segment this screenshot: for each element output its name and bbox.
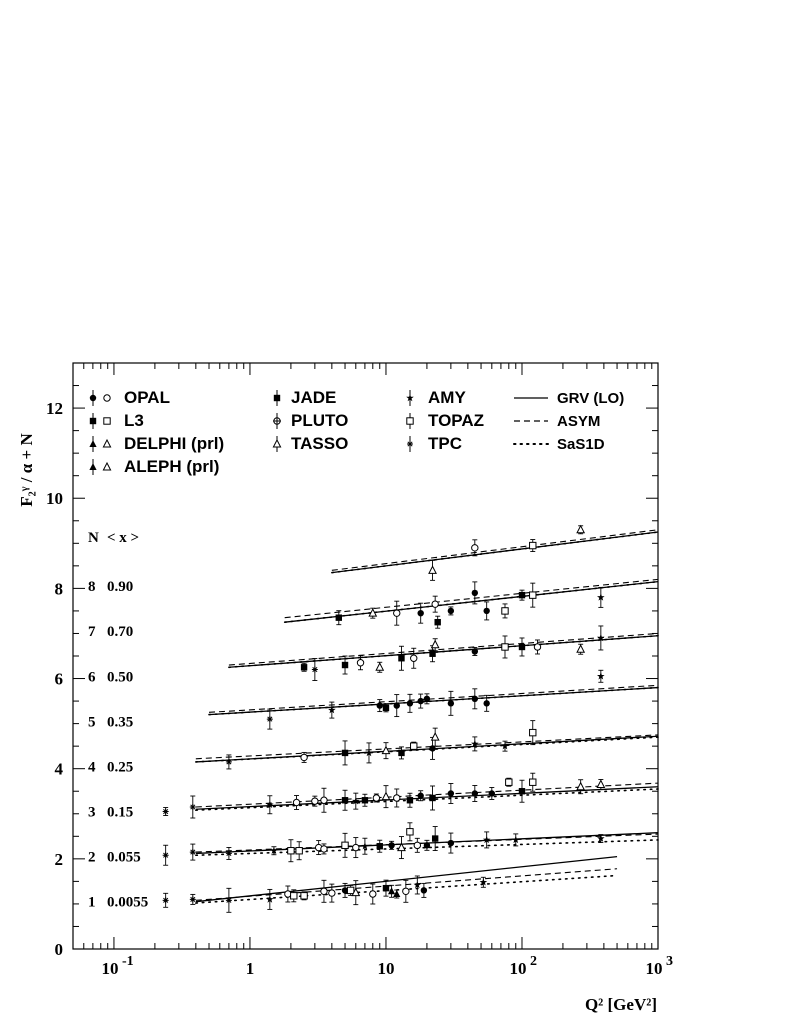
opal-marker: [424, 696, 430, 702]
opal-marker: [373, 795, 379, 801]
x-tick-label: 10: [101, 959, 119, 978]
jade-marker: [434, 619, 440, 625]
delphi-marker: [89, 440, 96, 447]
l3-f-marker: [342, 750, 348, 756]
asym-curve: [229, 633, 658, 665]
sas-curve: [196, 789, 658, 810]
topaz-marker: [530, 542, 536, 548]
opal-marker: [417, 698, 423, 704]
topaz-marker: [407, 418, 413, 424]
tasso-marker: [429, 566, 436, 573]
sas-curve: [229, 636, 658, 668]
l3-f-marker: [377, 843, 383, 849]
topaz-marker: [502, 608, 508, 614]
opal-marker: [472, 790, 478, 796]
opal-marker: [411, 655, 417, 661]
topaz-marker: [530, 779, 536, 785]
l3-f-marker: [362, 797, 368, 803]
topaz-marker: [502, 644, 508, 650]
opal-marker: [353, 844, 359, 850]
y-tick-label: 10: [46, 489, 63, 509]
tasso-marker: [382, 747, 389, 754]
opal-marker: [534, 644, 540, 650]
l3-o-marker: [347, 887, 353, 893]
asym-curve: [196, 783, 658, 807]
asym-curve: [332, 530, 658, 571]
opal-marker: [329, 890, 335, 896]
legend-label: OPAL: [124, 388, 170, 407]
delphi-marker: [89, 463, 96, 470]
l3-o-marker: [291, 893, 297, 899]
opal-marker: [448, 840, 454, 846]
opal-marker: [417, 793, 423, 799]
offset-x-label: 0.055: [107, 849, 141, 866]
offset-n-label: 3: [88, 804, 96, 821]
opal-marker: [312, 798, 318, 804]
opal-marker: [377, 702, 383, 708]
offset-labels: [88, 530, 148, 911]
y-tick-label: 12: [46, 399, 63, 419]
opal-marker: [90, 395, 96, 401]
tpc-marker: [190, 804, 196, 810]
legend: [89, 388, 624, 476]
legend-label: TASSO: [291, 434, 349, 453]
y-tick-label: 4: [54, 759, 63, 779]
legend-label: AMY: [428, 388, 466, 407]
tpc-marker: [163, 897, 169, 903]
opal-marker: [370, 891, 376, 897]
tasso-marker: [577, 645, 584, 652]
offset-n-label: 7: [88, 624, 96, 641]
opal-marker: [394, 610, 400, 616]
tpc-marker: [163, 852, 169, 858]
x-axis-label: Q² [GeV²]: [584, 995, 657, 1014]
asym-curve: [196, 735, 658, 759]
opal-marker: [417, 610, 423, 616]
topaz-marker: [530, 729, 536, 735]
l3-f-marker: [398, 750, 404, 756]
y-axis-label: F₂ᵞ / α + N: [17, 433, 36, 507]
x-tick-label: 10: [509, 959, 527, 978]
jade-marker: [274, 395, 280, 401]
axis-ticks: [46, 363, 673, 978]
offset-n-label: 1: [88, 894, 96, 911]
opal-marker: [472, 545, 478, 551]
x-tick-label: 1: [245, 959, 255, 978]
offset-header-n: N: [88, 530, 99, 546]
legend-curve-label: SaS1D: [557, 436, 605, 453]
grv-curve: [196, 787, 658, 810]
tasso-marker: [577, 526, 584, 533]
l3-o-marker: [301, 893, 307, 899]
x-tick-exponent: 3: [666, 954, 673, 969]
offset-x-label: 0.50: [107, 669, 134, 686]
l3-o-marker: [104, 418, 110, 424]
x-tick-exponent: 2: [529, 954, 537, 969]
opal-marker: [448, 700, 454, 706]
l3-f-marker: [519, 788, 525, 794]
data-points: [163, 526, 605, 913]
l3-f-marker: [342, 797, 348, 803]
grv-curve: [196, 736, 658, 762]
l3-f-marker: [519, 592, 525, 598]
opal-marker: [472, 648, 478, 654]
offset-x-label: 0.70: [107, 624, 134, 641]
offset-x-label: 0.15: [107, 804, 134, 821]
y-tick-label: 6: [54, 669, 63, 689]
l3-o-marker: [296, 848, 302, 854]
legend-label: TPC: [428, 434, 462, 453]
jade-marker: [336, 614, 342, 620]
tpc-marker: [226, 850, 232, 856]
x-tick-exponent: -1: [121, 954, 134, 969]
offset-x-label: 0.0055: [107, 894, 149, 911]
tasso-marker: [382, 793, 389, 800]
tpc-marker: [226, 897, 232, 903]
opal-marker: [293, 799, 299, 805]
offset-x-label: 0.35: [107, 714, 134, 731]
tpc-marker: [407, 441, 413, 447]
tpc-marker: [226, 759, 232, 765]
l3-f-marker: [383, 705, 389, 711]
opal-marker: [414, 842, 420, 848]
opal-marker: [483, 608, 489, 614]
opal-marker: [448, 790, 454, 796]
l3-f-marker: [301, 664, 307, 670]
tasso-marker: [273, 440, 280, 447]
jade-marker: [342, 662, 348, 668]
opal-marker: [403, 888, 409, 894]
asym-curve: [209, 685, 658, 712]
l3-o-marker: [288, 848, 294, 854]
tasso-marker: [103, 440, 110, 447]
tasso-marker: [432, 733, 439, 740]
offset-n-label: 6: [88, 669, 96, 686]
legend-label: PLUTO: [291, 411, 349, 430]
opal-marker: [388, 842, 394, 848]
offset-n-label: 2: [88, 849, 96, 866]
opal-marker: [483, 700, 489, 706]
opal-marker: [394, 702, 400, 708]
l3-f-marker: [90, 418, 96, 424]
y-tick-label: 2: [54, 849, 63, 869]
opal-marker: [394, 795, 400, 801]
jade-marker: [432, 835, 438, 841]
y-tick-label: 0: [54, 940, 63, 959]
l3-f-marker: [429, 795, 435, 801]
opal-marker: [448, 608, 454, 614]
y-tick-label: 8: [54, 579, 63, 599]
opal-marker: [407, 700, 413, 706]
legend-curve-label: GRV (LO): [557, 390, 625, 407]
legend-label: ALEPH (prl): [124, 457, 220, 476]
opal-marker: [321, 797, 327, 803]
opal-marker: [489, 790, 495, 796]
opal-marker: [472, 696, 478, 702]
opal-marker: [424, 842, 430, 848]
tasso-marker: [432, 641, 439, 648]
offset-header-x: < x >: [107, 530, 140, 546]
tpc-marker: [163, 809, 169, 815]
tpc-marker: [190, 849, 196, 855]
l3-f-marker: [519, 644, 525, 650]
opal-marker: [104, 395, 110, 401]
pluto-marker-cross: [273, 417, 281, 425]
legend-curve-label: ASYM: [557, 413, 601, 430]
topaz-marker: [411, 743, 417, 749]
l3-o-marker: [530, 592, 536, 598]
tasso-marker: [577, 783, 584, 790]
l3-f-marker: [429, 651, 435, 657]
offset-x-label: 0.90: [107, 579, 134, 596]
opal-marker: [321, 888, 327, 894]
l3-o-marker: [342, 842, 348, 848]
l3-f-marker: [383, 885, 389, 891]
x-tick-label: 10: [645, 959, 663, 978]
tpc-marker: [190, 896, 196, 902]
tpc-marker: [267, 716, 273, 722]
asym-curve: [196, 869, 617, 901]
topaz-marker: [407, 829, 413, 835]
opal-marker: [421, 887, 427, 893]
offset-x-label: 0.25: [107, 759, 134, 776]
offset-n-label: 5: [88, 714, 96, 731]
offset-n-label: 4: [88, 759, 96, 776]
opal-marker: [432, 601, 438, 607]
tasso-marker: [597, 780, 604, 787]
opal-marker: [301, 754, 307, 760]
offset-n-label: 8: [88, 579, 96, 596]
opal-marker: [357, 660, 363, 666]
l3-f-marker: [407, 797, 413, 803]
tpc-marker: [312, 667, 318, 673]
tasso-marker: [376, 663, 383, 670]
legend-label: TOPAZ: [428, 411, 485, 430]
x-tick-label: 10: [377, 959, 395, 978]
legend-label: L3: [124, 411, 144, 430]
topaz-marker: [506, 779, 512, 785]
tasso-marker: [103, 463, 110, 470]
opal-marker: [472, 590, 478, 596]
opal-marker: [321, 846, 327, 852]
l3-f-marker: [398, 655, 404, 661]
legend-label: DELPHI (prl): [124, 434, 225, 453]
legend-label: JADE: [291, 388, 337, 407]
